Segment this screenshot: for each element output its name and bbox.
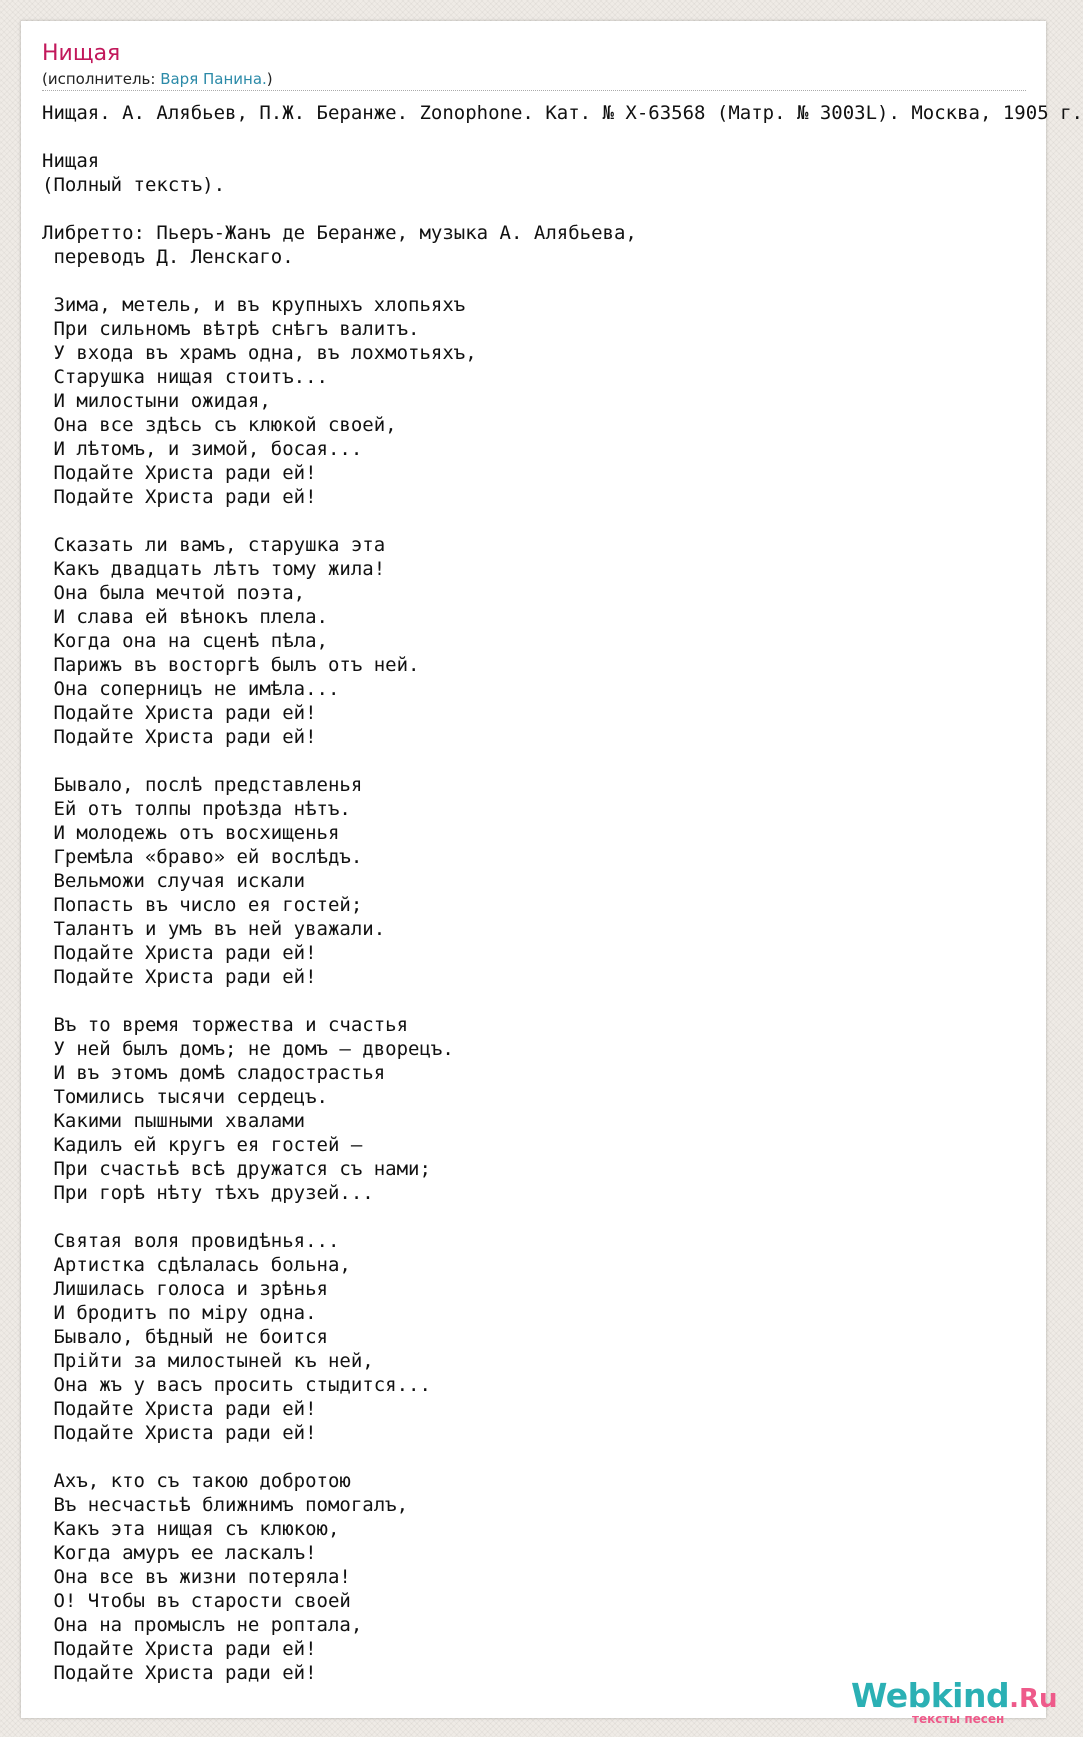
song-title: Нищая (42, 41, 121, 66)
logo-tagline: тексты песен (912, 1712, 1005, 1726)
performer-link[interactable]: Варя Панина. (160, 70, 267, 88)
performer-prefix: (исполнитель: (42, 70, 161, 88)
logo-brand: Webkind (851, 1676, 1010, 1715)
title-divider (42, 90, 1026, 91)
site-logo[interactable] (851, 1676, 1058, 1726)
lyrics-card (21, 21, 1083, 1726)
lyrics-text: Нищая. А. Алябьев, П.Ж. Беранже. Zonophone. Кат. № X-63568 (Матр. № 3003L). Москва, 1905 г. Нищая (Полный текстъ). Либретто: Пьеръ-Жанъ де Беранже, музыка А. Алябьева, переводъ Д. Ленскаго. Зима, метель, и въ крупныхъ хлопьяхъ При сильномъ вѣтрѣ снѣгъ валитъ. У входа въ храмъ одна, въ лохмотьяхъ, Старушка нищая стоитъ... И милостыни ожидая, Она все здѣсь съ клюкой своей, И лѣтомъ, и зимой, босая... Подайте Христа ради ей! Подайте Христа ради ей! Сказать ли вамъ, старушка эта Какъ двадцать лѣтъ тому жила! Она была мечтой поэта, И слава ей вѣнокъ плела. Когда она на сценѣ пѣла, Парижъ въ восторгѣ былъ отъ ней. Она соперницъ не имѣла... Подайте Христа ради ей! Подайте Христа ради ей! Бывало, послѣ представленья Ей отъ толпы проѣзда нѣтъ. И молодежь отъ восхищенья Гремѣла «браво» ей вослѣдъ. Вельможи случая искали Попасть въ число ея гостей; Талантъ и умъ въ ней уважали. Подайте Христа ради ей! Подайте Христа ради ей! Въ то время торжества и счастья У ней былъ домъ; не домъ — дворецъ. И въ этомъ домѣ сладострастья Томились тысячи сердецъ. Какими пышными хвалами Кадилъ ей кругъ ея гостей — При счастьѣ всѣ дружатся съ нами; При горѣ нѣту тѣхъ друзей... Святая воля провидѣнья... Артистка сдѣлалась больна, Лишилась голоса и зрѣнья И бродитъ по міру одна. Бывало, бѣдный не боится Прійти за милостыней къ ней, Она жъ у васъ просить стыдится... Подайте Христа ради ей! Подайте Христа ради ей! Ахъ, кто съ такою добротою Въ несчастьѣ ближнимъ помогалъ, Какъ эта нищая съ клюкою, Когда амуръ ее ласкалъ! Она все въ жизни потеряла! О! Чтобы въ старости своей Она на промыслъ не роптала, Подайте Христа ради ей! Подайте Христа ради ей! (42, 102, 1083, 1684)
performer-line (42, 70, 273, 88)
performer-suffix: ) (266, 70, 273, 88)
logo-domain: .Ru (1009, 1684, 1058, 1714)
